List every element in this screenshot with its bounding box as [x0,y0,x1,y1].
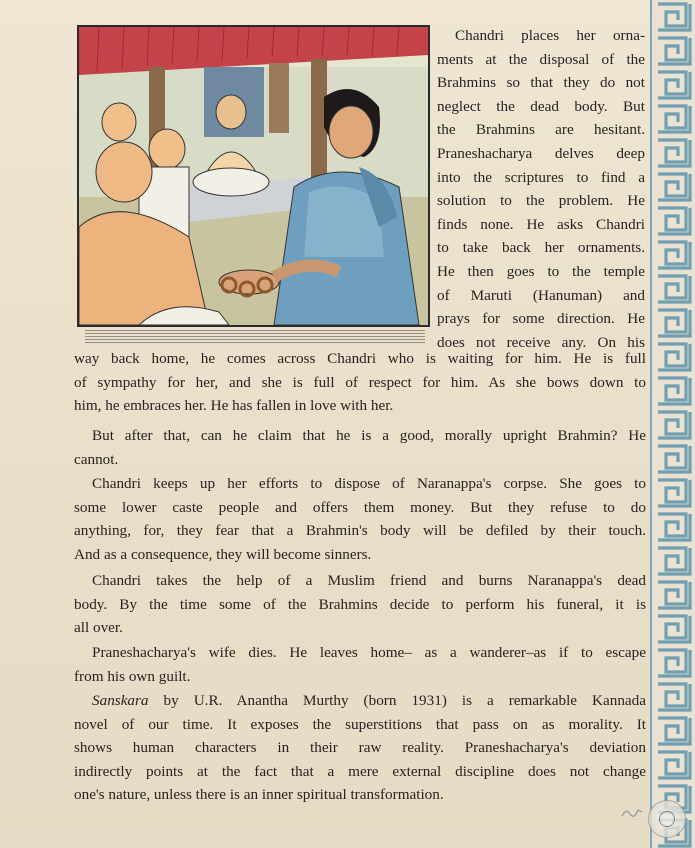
text-line: Chandri takes the help of a Muslim friend and burns Naranappa's dead [92,572,646,589]
text-line: cannot. [74,450,119,468]
text-line: him, he embraces her. He has fallen in love with her. [74,397,394,415]
text-line: prays for some direction. He [437,310,645,328]
text-line: He then goes to the temple [437,262,645,280]
paragraph-6 [74,689,646,807]
text-line: anything, for, they fear that a Brahmin's body will be defiled by their touch. [74,522,646,540]
text-line: neglect the dead body. But [437,97,645,115]
greek-key-border [650,0,695,848]
text-line: ments at the disposal of the [437,50,645,68]
text-line [74,689,646,713]
text-line: Chandri keeps up her efforts to dispose of Naranappa's corpse. She goes to [92,475,646,492]
text-line: Praneshacharya delves deep [437,144,645,162]
library-stamp-icon [648,800,686,838]
text-line: does not receive any. On his [437,333,645,351]
text-line: to take back her ornaments. [437,239,645,257]
text-line: of sympathy for her, and she is full of respect for him. As she bows down to [74,373,646,391]
text-line: Brahmins so that they do not [437,74,645,92]
text-line: And as a consequence, they will become sinners. [74,545,372,563]
text-line: solution to the problem. He [437,192,645,210]
text-line: But after that, can he claim that he is a good, morally upright Brahmin? He [92,427,646,444]
text-line: Chandri places her orna- [455,27,645,44]
text-line: from his own guilt. [74,667,191,685]
text-line: the Brahmins are hesitant. [437,121,645,139]
text-fragment: by U.R. Anantha Murthy (born 1931) is a remarkable Kannada [148,692,646,709]
paragraph-3 [74,472,646,566]
book-title: Sanskara [92,692,149,709]
paragraph-5 [74,641,646,688]
text-line: body. By the time some of the Brahmins decide to perform his funeral, it is [74,595,646,613]
wrapped-paragraph [437,24,645,354]
paragraph-4 [74,569,646,640]
paragraph-2 [74,424,646,471]
paragraph-1 [74,347,646,418]
text-line: of Maruti (Hanuman) and [437,286,645,304]
text-line: indirectly points at the fact that a mere external discipline does not change [74,762,646,780]
text-line: way back home, he comes across Chandri who is waiting for him. He is full [74,350,646,367]
text-line: one's nature, unless there is an inner spiritual transformation. [74,786,444,804]
text-line: shows human characters in their raw reality. Praneshacharya's deviation [74,739,646,757]
text-line: some lower caste people and offers them money. But they refuse to do [74,498,646,516]
text-line: into the scriptures to find a [437,168,645,186]
text-line: all over. [74,619,123,637]
text-line: novel of our time. It exposes the superstitions that pass on as morality. It [74,715,646,733]
pencil-scribble [620,806,644,820]
greek-key-pattern [652,0,695,848]
text-line: Praneshacharya's wife dies. He leaves home– as a wanderer–as if to escape [92,644,646,661]
story-illustration [77,25,430,327]
text-line: finds none. He asks Chandri [437,215,645,233]
illustration-shadow-rule [85,330,425,344]
